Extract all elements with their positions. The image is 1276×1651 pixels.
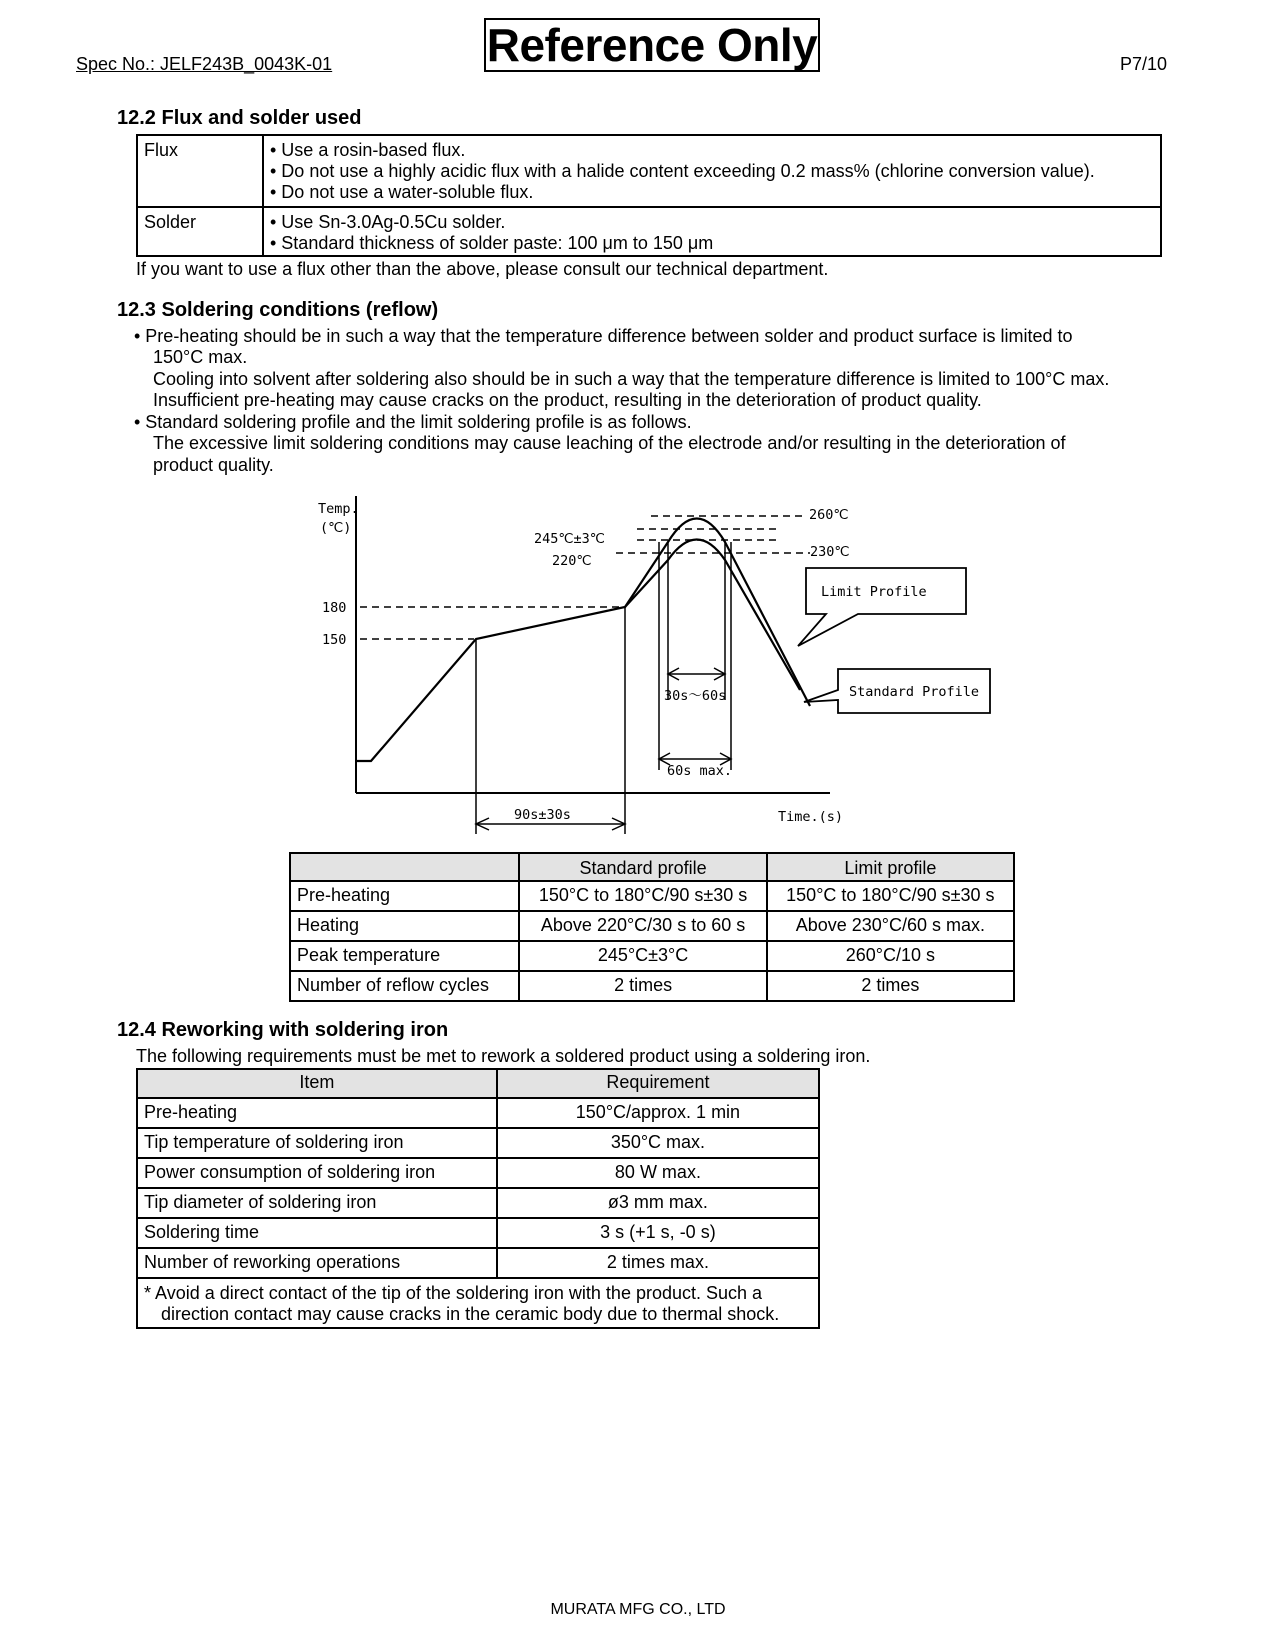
table-cell: Pre-heating <box>137 1098 497 1128</box>
table-cell: 3 s (+1 s, -0 s) <box>497 1218 819 1248</box>
table-cell: 245°C±3°C <box>519 941 766 971</box>
solder-rule: • Use Sn-3.0Ag-0.5Cu solder. <box>270 212 506 232</box>
y-axis-unit: (℃) <box>320 520 352 536</box>
table-cell: 150°C to 180°C/90 s±30 s <box>519 881 766 911</box>
body-line: • Standard soldering profile and the limit soldering profile is as follows. <box>134 412 692 432</box>
temp-260-label: 260℃ <box>809 507 849 523</box>
solder-rule: • Standard thickness of solder paste: 100 μm to 150 μm <box>270 233 714 253</box>
flux-rule: • Use a rosin-based flux. <box>270 140 466 160</box>
limit-profile-callout <box>798 568 966 646</box>
peak-standard-label: 245℃±3℃ <box>534 531 605 547</box>
table-cell: Heating <box>290 911 519 941</box>
page-number: P7/10 <box>1120 54 1168 74</box>
heating-time-limit-label: 60s max. <box>667 763 733 779</box>
section-12-4-title: 12.4 Reworking with soldering iron <box>117 1019 449 1041</box>
table-cell: Power consumption of soldering iron <box>137 1158 497 1188</box>
table-cell: Soldering time <box>137 1218 497 1248</box>
body-line: • Pre-heating should be in such a way that the temperature difference between solder and product surface is limited to <box>134 326 1073 346</box>
table-cell: ø3 mm max. <box>497 1188 819 1218</box>
footer-company: MURATA MFG CO., LTD <box>550 1601 726 1618</box>
table-row <box>137 1188 819 1218</box>
column-header: Requirement <box>497 1069 819 1098</box>
body-line: 150°C max. <box>153 347 248 367</box>
table-cell: Number of reworking operations <box>137 1248 497 1278</box>
table-row <box>137 1128 819 1158</box>
rework-note-cell <box>137 1278 819 1328</box>
rework-intro: The following requirements must be met to rework a soldered product using a soldering iron. <box>136 1046 871 1066</box>
table-header-row <box>137 1069 819 1098</box>
x-axis-label: Time.(s) <box>778 809 844 825</box>
table-cell: 2 times <box>519 971 766 1001</box>
spec-number: Spec No.: JELF243B_0043K-01 <box>76 54 333 74</box>
rework-note: * Avoid a direct contact of the tip of the soldering iron with the product. Such a <box>144 1283 763 1303</box>
table-row <box>137 1248 819 1278</box>
table-cell: Peak temperature <box>290 941 519 971</box>
table-cell: Above 230°C/60 s max. <box>767 911 1014 941</box>
reference-only-stamp: Reference Only <box>484 18 820 72</box>
flux-consult-note: If you want to use a flux other than the above, please consult our technical department. <box>136 259 829 279</box>
flux-rule: • Do not use a water-soluble flux. <box>270 182 534 202</box>
flux-label: Flux <box>137 135 263 207</box>
temp-230-label: 230℃ <box>810 544 850 560</box>
flux-solder-table <box>136 134 1162 257</box>
solder-rules <box>263 207 1161 256</box>
table-cell: Tip temperature of soldering iron <box>137 1128 497 1158</box>
temp-180-label: 180 <box>322 600 347 616</box>
body-line: Insufficient pre-heating may cause cracks on the product, resulting in the deterioration of product quality. <box>153 390 982 410</box>
table-cell: 2 times max. <box>497 1248 819 1278</box>
limit-profile-label: Limit Profile <box>821 584 927 600</box>
solder-label: Solder <box>137 207 263 256</box>
table-header-row <box>290 853 1014 881</box>
heating-time-standard-label: 30s～60s <box>664 688 727 704</box>
table-row <box>137 1218 819 1248</box>
temp-150-label: 150 <box>322 632 347 648</box>
body-line: product quality. <box>153 455 274 475</box>
section-12-2-title: 12.2 Flux and solder used <box>117 107 362 129</box>
temp-220-label: 220℃ <box>552 553 592 569</box>
body-line: Cooling into solvent after soldering also should be in such a way that the temperature difference is limited to 100°C max. <box>153 369 1110 389</box>
reflow-profile-table <box>289 852 1015 1002</box>
y-axis-label: Temp. <box>318 501 359 517</box>
table-cell: Above 220°C/30 s to 60 s <box>519 911 766 941</box>
table-cell: Number of reflow cycles <box>290 971 519 1001</box>
table-row <box>137 1158 819 1188</box>
table-row <box>137 1278 819 1328</box>
table-cell: 150°C/approx. 1 min <box>497 1098 819 1128</box>
column-header <box>290 853 519 881</box>
column-header: Item <box>137 1069 497 1098</box>
standard-profile-curve <box>625 540 800 691</box>
table-row <box>290 941 1014 971</box>
reflow-profile-diagram <box>0 480 1276 840</box>
rework-note: direction contact may cause cracks in the ceramic body due to thermal shock. <box>161 1304 780 1324</box>
table-cell: 150°C to 180°C/90 s±30 s <box>767 881 1014 911</box>
table-row <box>137 1098 819 1128</box>
table-row <box>137 207 1161 256</box>
table-row <box>290 881 1014 911</box>
column-header: Limit profile <box>767 853 1014 881</box>
flux-rules <box>263 135 1161 207</box>
table-cell: 2 times <box>767 971 1014 1001</box>
table-cell: 80 W max. <box>497 1158 819 1188</box>
section-12-3-title: 12.3 Soldering conditions (reflow) <box>117 299 439 321</box>
table-row <box>137 135 1161 207</box>
rework-requirements-table <box>136 1068 820 1329</box>
table-cell: Pre-heating <box>290 881 519 911</box>
flux-rule: • Do not use a highly acidic flux with a halide content exceeding 0.2 mass% (chlorine conversion value). <box>270 161 1095 181</box>
table-cell: Tip diameter of soldering iron <box>137 1188 497 1218</box>
preheat-time-label: 90s±30s <box>514 807 571 823</box>
table-row <box>290 971 1014 1001</box>
column-header: Standard profile <box>519 853 766 881</box>
table-row <box>290 911 1014 941</box>
table-cell: 350°C max. <box>497 1128 819 1158</box>
standard-profile-label: Standard Profile <box>849 684 980 700</box>
table-cell: 260°C/10 s <box>767 941 1014 971</box>
body-line: The excessive limit soldering conditions may cause leaching of the electrode and/or resulting in the deterioration of <box>153 433 1066 453</box>
